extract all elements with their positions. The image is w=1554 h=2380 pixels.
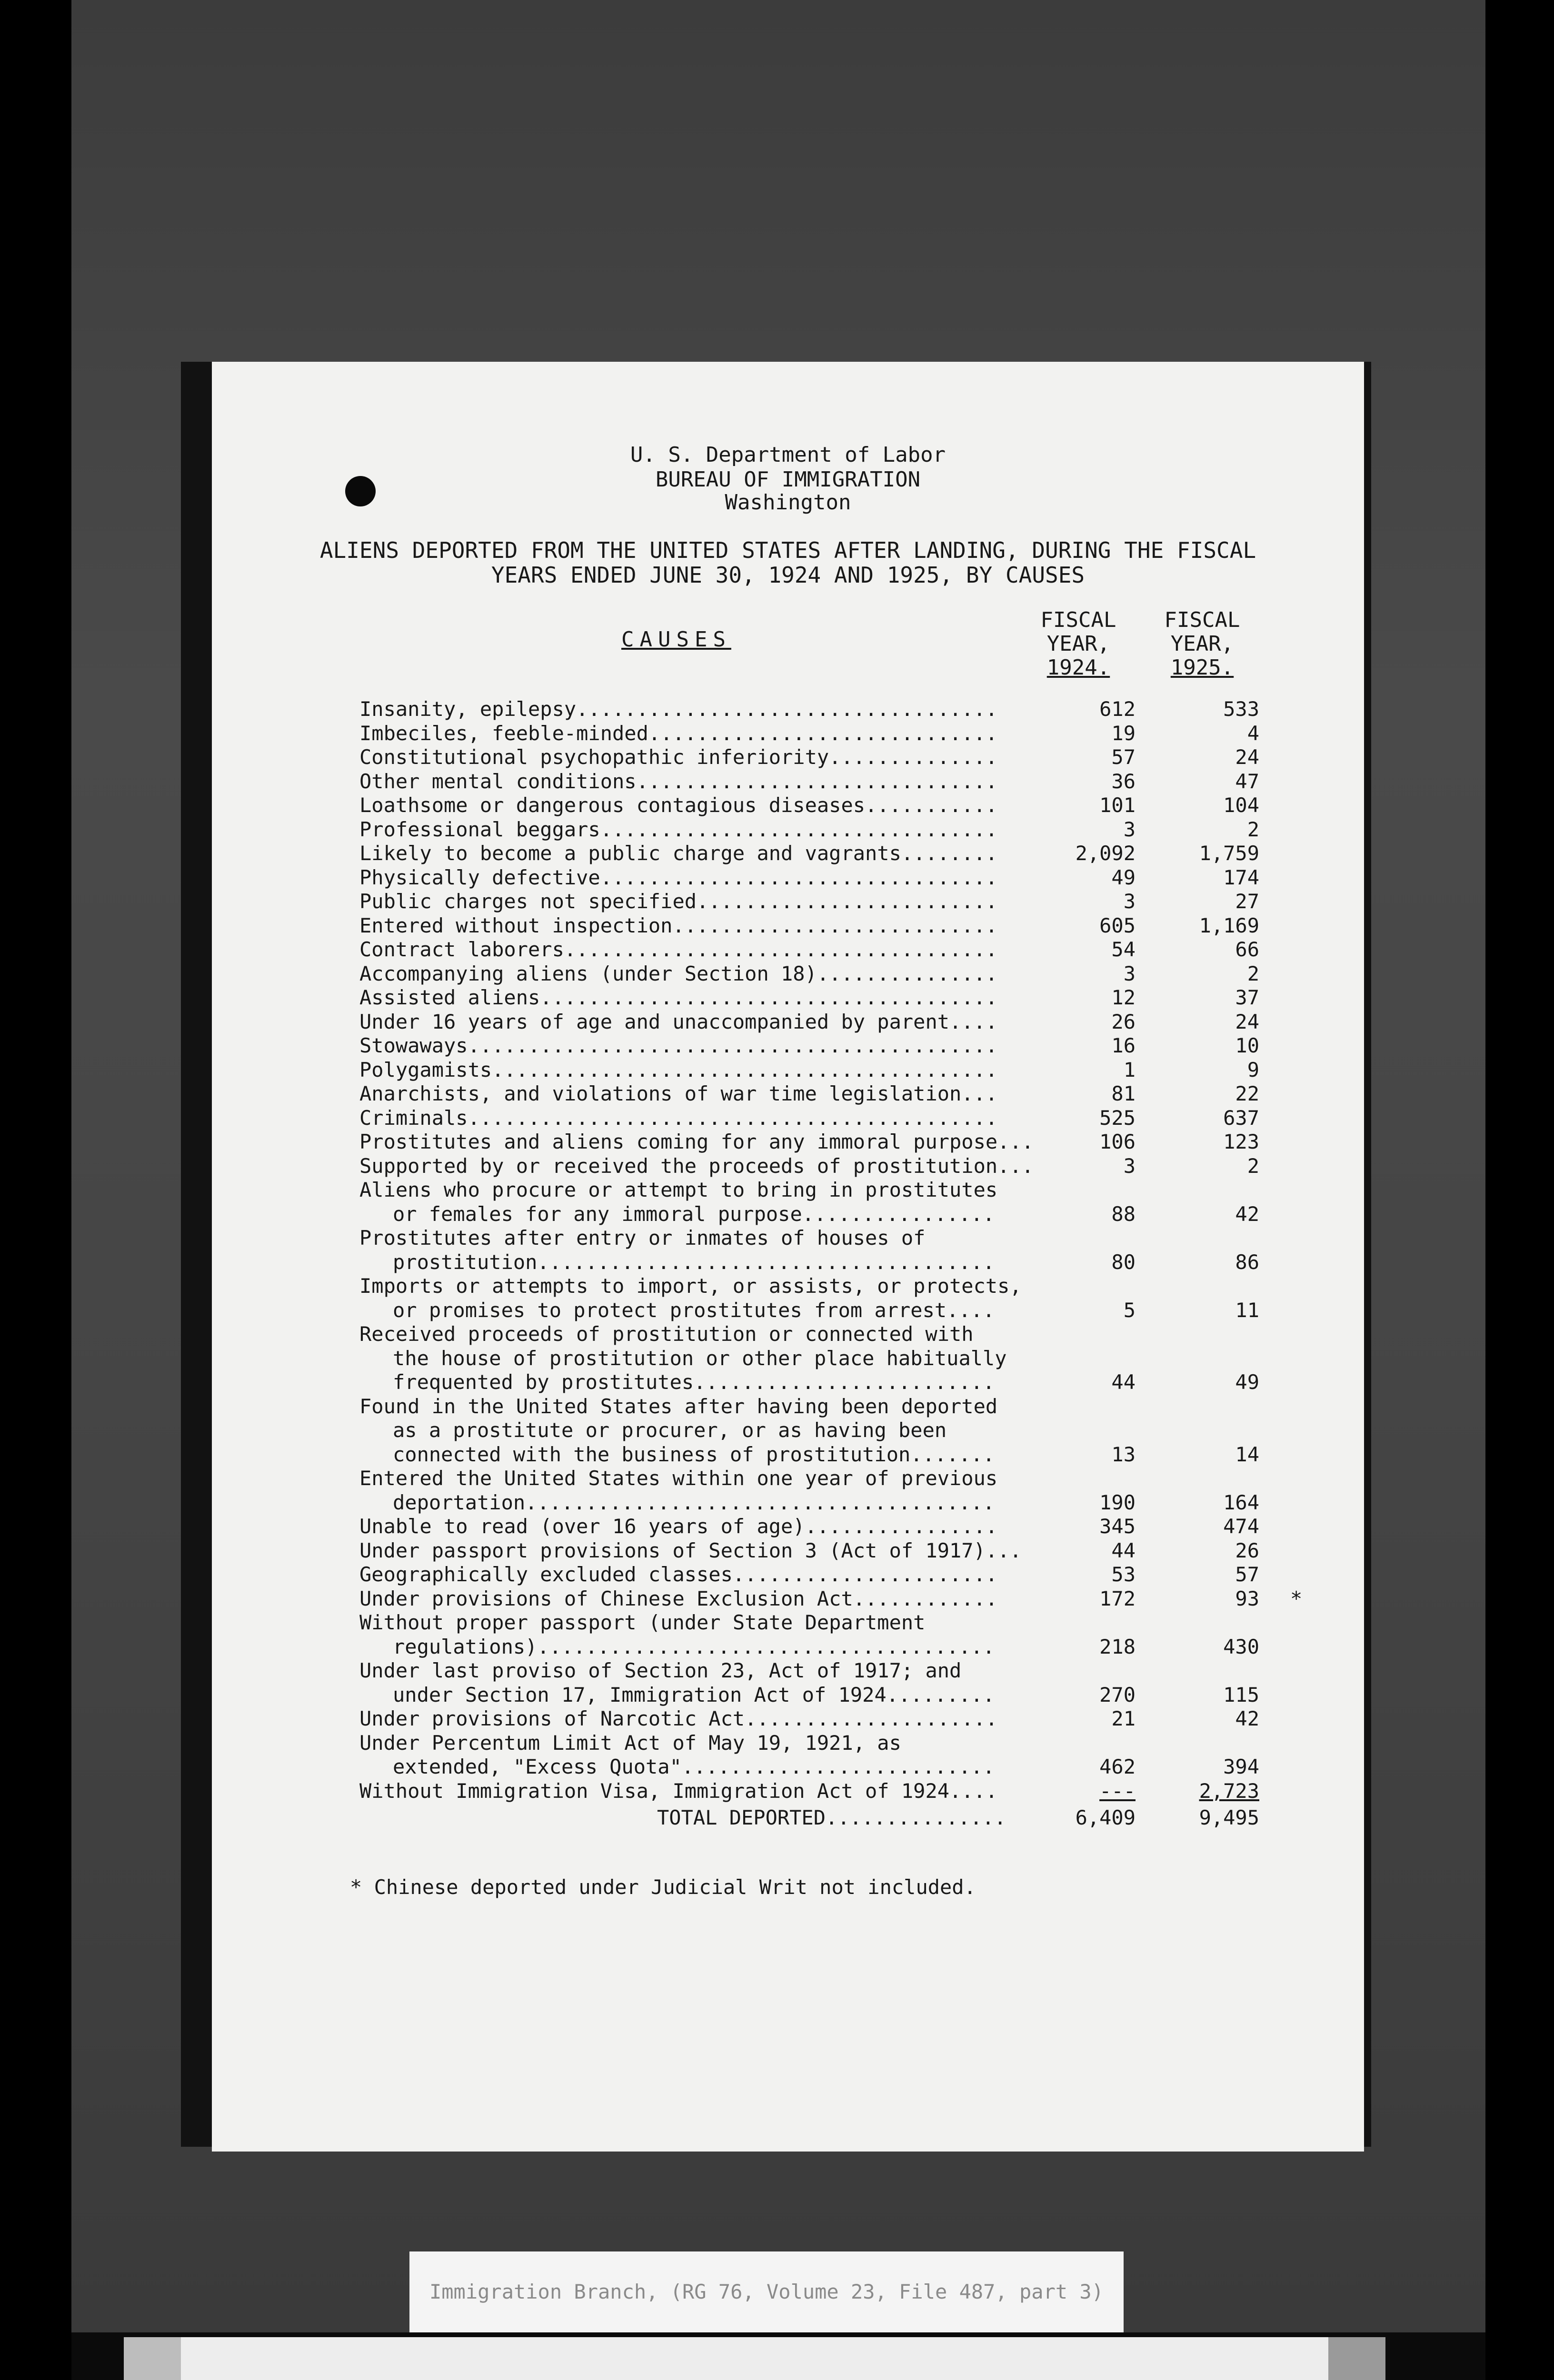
table-row <box>212 1322 1364 1346</box>
table-row <box>212 1539 1364 1563</box>
value-1924: 36 <box>1111 769 1136 793</box>
table-row <box>212 1467 1364 1490</box>
table-row <box>212 938 1364 962</box>
cause-label: Loathsome or dangerous contagious diseases........... <box>359 793 998 817</box>
cause-label: Contract laborers.................................... <box>359 938 998 961</box>
value-1925: 27 <box>1235 890 1259 913</box>
cause-label: Stowaways............................................ <box>359 1034 998 1057</box>
table-row <box>212 1034 1364 1058</box>
table-row <box>212 1154 1364 1178</box>
cause-label: Geographically excluded classes...................... <box>359 1563 998 1586</box>
value-1924: 49 <box>1111 865 1136 889</box>
value-1925: 104 <box>1223 793 1259 817</box>
value-1925: 66 <box>1235 938 1259 961</box>
table-row <box>212 793 1364 817</box>
value-1925: 164 <box>1223 1490 1259 1514</box>
value-1925: 49 <box>1235 1370 1259 1394</box>
value-1924: 44 <box>1111 1538 1136 1562</box>
value-1924: 106 <box>1099 1130 1136 1153</box>
plate-edge-right <box>1328 2337 1385 2380</box>
cause-label: extended, "Excess Quota".......................... <box>393 1755 995 1778</box>
plate-edge-left <box>124 2337 181 2380</box>
value-1925: 4 <box>1247 721 1259 745</box>
bureau-name: BUREAU OF IMMIGRATION <box>655 467 921 492</box>
fiscal-1924-header-line: FISCAL <box>1040 608 1116 632</box>
value-1924: 345 <box>1099 1515 1136 1538</box>
value-1925: 42 <box>1235 1707 1259 1730</box>
table-row <box>212 1779 1364 1803</box>
department-name: U. S. Department of Labor <box>630 443 946 467</box>
cause-label: as a prostitute or procurer, or as having been <box>393 1418 947 1442</box>
value-1924: 3 <box>1123 817 1136 841</box>
value-1924: 26 <box>1111 1010 1136 1033</box>
table-row <box>212 697 1364 721</box>
value-1925: 2 <box>1247 817 1259 841</box>
cause-label: Constitutional psychopathic inferiority.............. <box>359 745 998 769</box>
archive-reference-label: Immigration Branch, (RG 76, Volume 23, File 487, part 3) <box>409 2251 1124 2332</box>
value-1924: 2,092 <box>1075 842 1136 865</box>
value-1924: 53 <box>1111 1563 1136 1586</box>
value-1924: 3 <box>1123 1154 1136 1178</box>
value-1925: 123 <box>1223 1130 1259 1153</box>
cause-label: Public charges not specified......................... <box>359 890 998 913</box>
table-row <box>212 1226 1364 1250</box>
table-row <box>212 722 1364 745</box>
value-1925: 93 <box>1235 1587 1259 1610</box>
value-1925: 1,759 <box>1199 842 1259 865</box>
value-1925: 14 <box>1235 1442 1259 1466</box>
table-row <box>212 1250 1364 1274</box>
value-1925: 26 <box>1235 1538 1259 1562</box>
total-1924: 6,409 <box>1075 1806 1136 1829</box>
table-row <box>212 1395 1364 1418</box>
value-1924: 172 <box>1099 1587 1136 1610</box>
table-row <box>212 842 1364 865</box>
document-sheet <box>212 362 1364 2152</box>
table-row <box>212 890 1364 913</box>
value-1924: 19 <box>1111 721 1136 745</box>
fiscal-1924-header-line: 1924. <box>1046 655 1110 680</box>
table-row <box>212 1515 1364 1538</box>
cause-label: Physically defective................................. <box>359 865 998 889</box>
table-row <box>212 1178 1364 1202</box>
value-1924: 80 <box>1111 1250 1136 1274</box>
value-1924: 44 <box>1111 1370 1136 1394</box>
value-1925: 430 <box>1223 1635 1259 1658</box>
table-row <box>212 818 1364 842</box>
table-row <box>212 1299 1364 1322</box>
table-row <box>212 1130 1364 1154</box>
value-1924: 101 <box>1099 793 1136 817</box>
cause-label: Likely to become a public charge and vagrants........ <box>359 842 998 865</box>
causes-column-header: CAUSES <box>621 627 731 652</box>
value-1924: 525 <box>1099 1106 1136 1130</box>
value-1925: 637 <box>1223 1106 1259 1130</box>
cause-label: deportation....................................... <box>393 1490 995 1514</box>
total-1925: 9,495 <box>1199 1806 1259 1829</box>
value-1924: 21 <box>1111 1707 1136 1730</box>
cause-label: regulations)...................................... <box>393 1635 995 1658</box>
value-1924: 16 <box>1111 1034 1136 1057</box>
table-row <box>212 745 1364 769</box>
cause-label: Anarchists, and violations of war time legislation... <box>359 1082 998 1105</box>
document-title-line-2: YEARS ENDED JUNE 30, 1924 AND 1925, BY CAUSES <box>491 562 1085 588</box>
fiscal-1925-header-line: FISCAL <box>1164 608 1240 632</box>
cause-label: Professional beggars................................. <box>359 817 998 841</box>
cause-label: Unable to read (over 16 years of age)................ <box>359 1515 998 1538</box>
cause-label: Entered without inspection........................... <box>359 913 998 937</box>
table-row <box>212 1347 1364 1370</box>
value-1924: 81 <box>1111 1082 1136 1105</box>
table-row <box>212 1731 1364 1755</box>
cause-label: Prostitutes after entry or inmates of houses of <box>359 1226 926 1250</box>
cause-label: Polygamists.......................................... <box>359 1058 998 1081</box>
value-1924: 462 <box>1099 1755 1136 1778</box>
table-row <box>212 1202 1364 1226</box>
document-title-line-1: ALIENS DEPORTED FROM THE UNITED STATES AFTER LANDING, DURING THE FISCAL <box>319 537 1256 563</box>
table-row <box>212 1010 1364 1034</box>
table-row <box>212 866 1364 890</box>
value-1924: 88 <box>1111 1202 1136 1226</box>
fiscal-1924-column-header <box>1021 608 1136 680</box>
cause-label: Found in the United States after having been deported <box>359 1394 998 1418</box>
cause-label: Aliens who procure or attempt to bring in prostitutes <box>359 1178 998 1201</box>
table-row <box>212 1659 1364 1683</box>
total-label: TOTAL DEPORTED............... <box>657 1806 1006 1829</box>
cause-label: the house of prostitution or other place habitually <box>393 1346 1007 1370</box>
cause-label: Insanity, epilepsy................................... <box>359 697 998 721</box>
cause-label: under Section 17, Immigration Act of 1924......... <box>393 1683 995 1706</box>
table-row <box>212 1443 1364 1467</box>
film-border-right <box>1485 0 1554 2380</box>
value-1924: 12 <box>1111 986 1136 1009</box>
table-row <box>212 1082 1364 1106</box>
cause-label: or promises to protect prostitutes from arrest.... <box>393 1298 995 1322</box>
value-1925: 115 <box>1223 1683 1259 1706</box>
total-row <box>212 1806 1364 1830</box>
value-1925: 2 <box>1247 962 1259 985</box>
value-1925: 86 <box>1235 1250 1259 1274</box>
value-1925: 11 <box>1235 1298 1259 1322</box>
value-1925: 37 <box>1235 986 1259 1009</box>
cause-label: prostitution...................................... <box>393 1250 995 1274</box>
cause-label: connected with the business of prostitution....... <box>393 1442 995 1466</box>
table-row <box>212 1635 1364 1659</box>
value-1924: 3 <box>1123 890 1136 913</box>
table-row <box>212 770 1364 793</box>
value-1925: 9 <box>1247 1058 1259 1081</box>
cause-label: Other mental conditions.............................. <box>359 769 998 793</box>
cause-label: Under last proviso of Section 23, Act of 1917; and <box>359 1659 962 1682</box>
fiscal-1925-column-header <box>1145 608 1259 680</box>
table-row <box>212 1058 1364 1082</box>
table-row <box>212 1563 1364 1587</box>
value-1925: 1,169 <box>1199 913 1259 937</box>
cause-label: Imports or attempts to import, or assists, or protects, <box>359 1274 1022 1298</box>
table-row <box>212 914 1364 938</box>
footnote: * Chinese deported under Judicial Writ not included. <box>350 1875 976 1899</box>
value-1924: --- <box>1099 1779 1136 1803</box>
city-name: Washington <box>725 490 851 515</box>
table-row <box>212 962 1364 986</box>
cause-label: Imbeciles, feeble-minded............................. <box>359 721 998 745</box>
value-1924: 1 <box>1123 1058 1136 1081</box>
cause-label: Entered the United States within one year of previous <box>359 1467 998 1490</box>
value-1924: 57 <box>1111 745 1136 769</box>
cause-label: Accompanying aliens (under Section 18)............... <box>359 962 998 985</box>
table-row <box>212 986 1364 1010</box>
value-1924: 605 <box>1099 913 1136 937</box>
table-row <box>212 1106 1364 1130</box>
cause-label: Supported by or received the proceeds of prostitution... <box>359 1154 1034 1178</box>
cause-label: Under provisions of Narcotic Act..................... <box>359 1707 998 1730</box>
table-row <box>212 1274 1364 1298</box>
fiscal-1925-header-line: YEAR, <box>1170 632 1234 656</box>
value-1925: 47 <box>1235 769 1259 793</box>
table-row <box>212 1587 1364 1611</box>
value-1925: 533 <box>1223 697 1259 721</box>
fiscal-1925-header-line: 1925. <box>1170 655 1234 680</box>
archives-plate <box>124 2337 1381 2380</box>
table-row <box>212 1370 1364 1394</box>
value-1924: 612 <box>1099 697 1136 721</box>
cause-label: Criminals............................................ <box>359 1106 998 1130</box>
table-row <box>212 1755 1364 1779</box>
value-1925: 10 <box>1235 1034 1259 1057</box>
table-row <box>212 1418 1364 1442</box>
fiscal-1924-header-line: YEAR, <box>1046 632 1110 656</box>
value-1925: 2,723 <box>1199 1779 1259 1803</box>
table-row <box>212 1707 1364 1731</box>
value-1925: 474 <box>1223 1515 1259 1538</box>
table-row <box>212 1491 1364 1515</box>
cause-label: or females for any immoral purpose................ <box>393 1202 995 1226</box>
cause-label: Received proceeds of prostitution or connected with <box>359 1322 974 1346</box>
value-1925: 57 <box>1235 1563 1259 1586</box>
value-1924: 190 <box>1099 1490 1136 1514</box>
cause-label: Assisted aliens...................................... <box>359 986 998 1009</box>
value-1925: 394 <box>1223 1755 1259 1778</box>
table-row <box>212 1611 1364 1635</box>
value-1924: 5 <box>1123 1298 1136 1322</box>
value-1924: 13 <box>1111 1442 1136 1466</box>
table-row <box>212 1683 1364 1707</box>
cause-label: Under provisions of Chinese Exclusion Act............ <box>359 1587 998 1610</box>
cause-label: Without proper passport (under State Department <box>359 1611 926 1634</box>
footnote-marker: * <box>1290 1587 1303 1610</box>
cause-label: Under 16 years of age and unaccompanied by parent.... <box>359 1010 998 1033</box>
value-1925: 42 <box>1235 1202 1259 1226</box>
value-1925: 24 <box>1235 1010 1259 1033</box>
value-1924: 218 <box>1099 1635 1136 1658</box>
value-1925: 22 <box>1235 1082 1259 1105</box>
cause-label: Without Immigration Visa, Immigration Act of 1924.... <box>359 1779 998 1803</box>
film-border-left <box>0 0 71 2380</box>
value-1925: 174 <box>1223 865 1259 889</box>
value-1925: 2 <box>1247 1154 1259 1178</box>
cause-label: Under passport provisions of Section 3 (Act of 1917)... <box>359 1538 1022 1562</box>
cause-label: Under Percentum Limit Act of May 19, 1921, as <box>359 1731 901 1755</box>
value-1924: 3 <box>1123 962 1136 985</box>
cause-label: frequented by prostitutes......................... <box>393 1370 995 1394</box>
value-1925: 24 <box>1235 745 1259 769</box>
value-1924: 270 <box>1099 1683 1136 1706</box>
cause-label: Prostitutes and aliens coming for any immoral purpose... <box>359 1130 1034 1153</box>
value-1924: 54 <box>1111 938 1136 961</box>
